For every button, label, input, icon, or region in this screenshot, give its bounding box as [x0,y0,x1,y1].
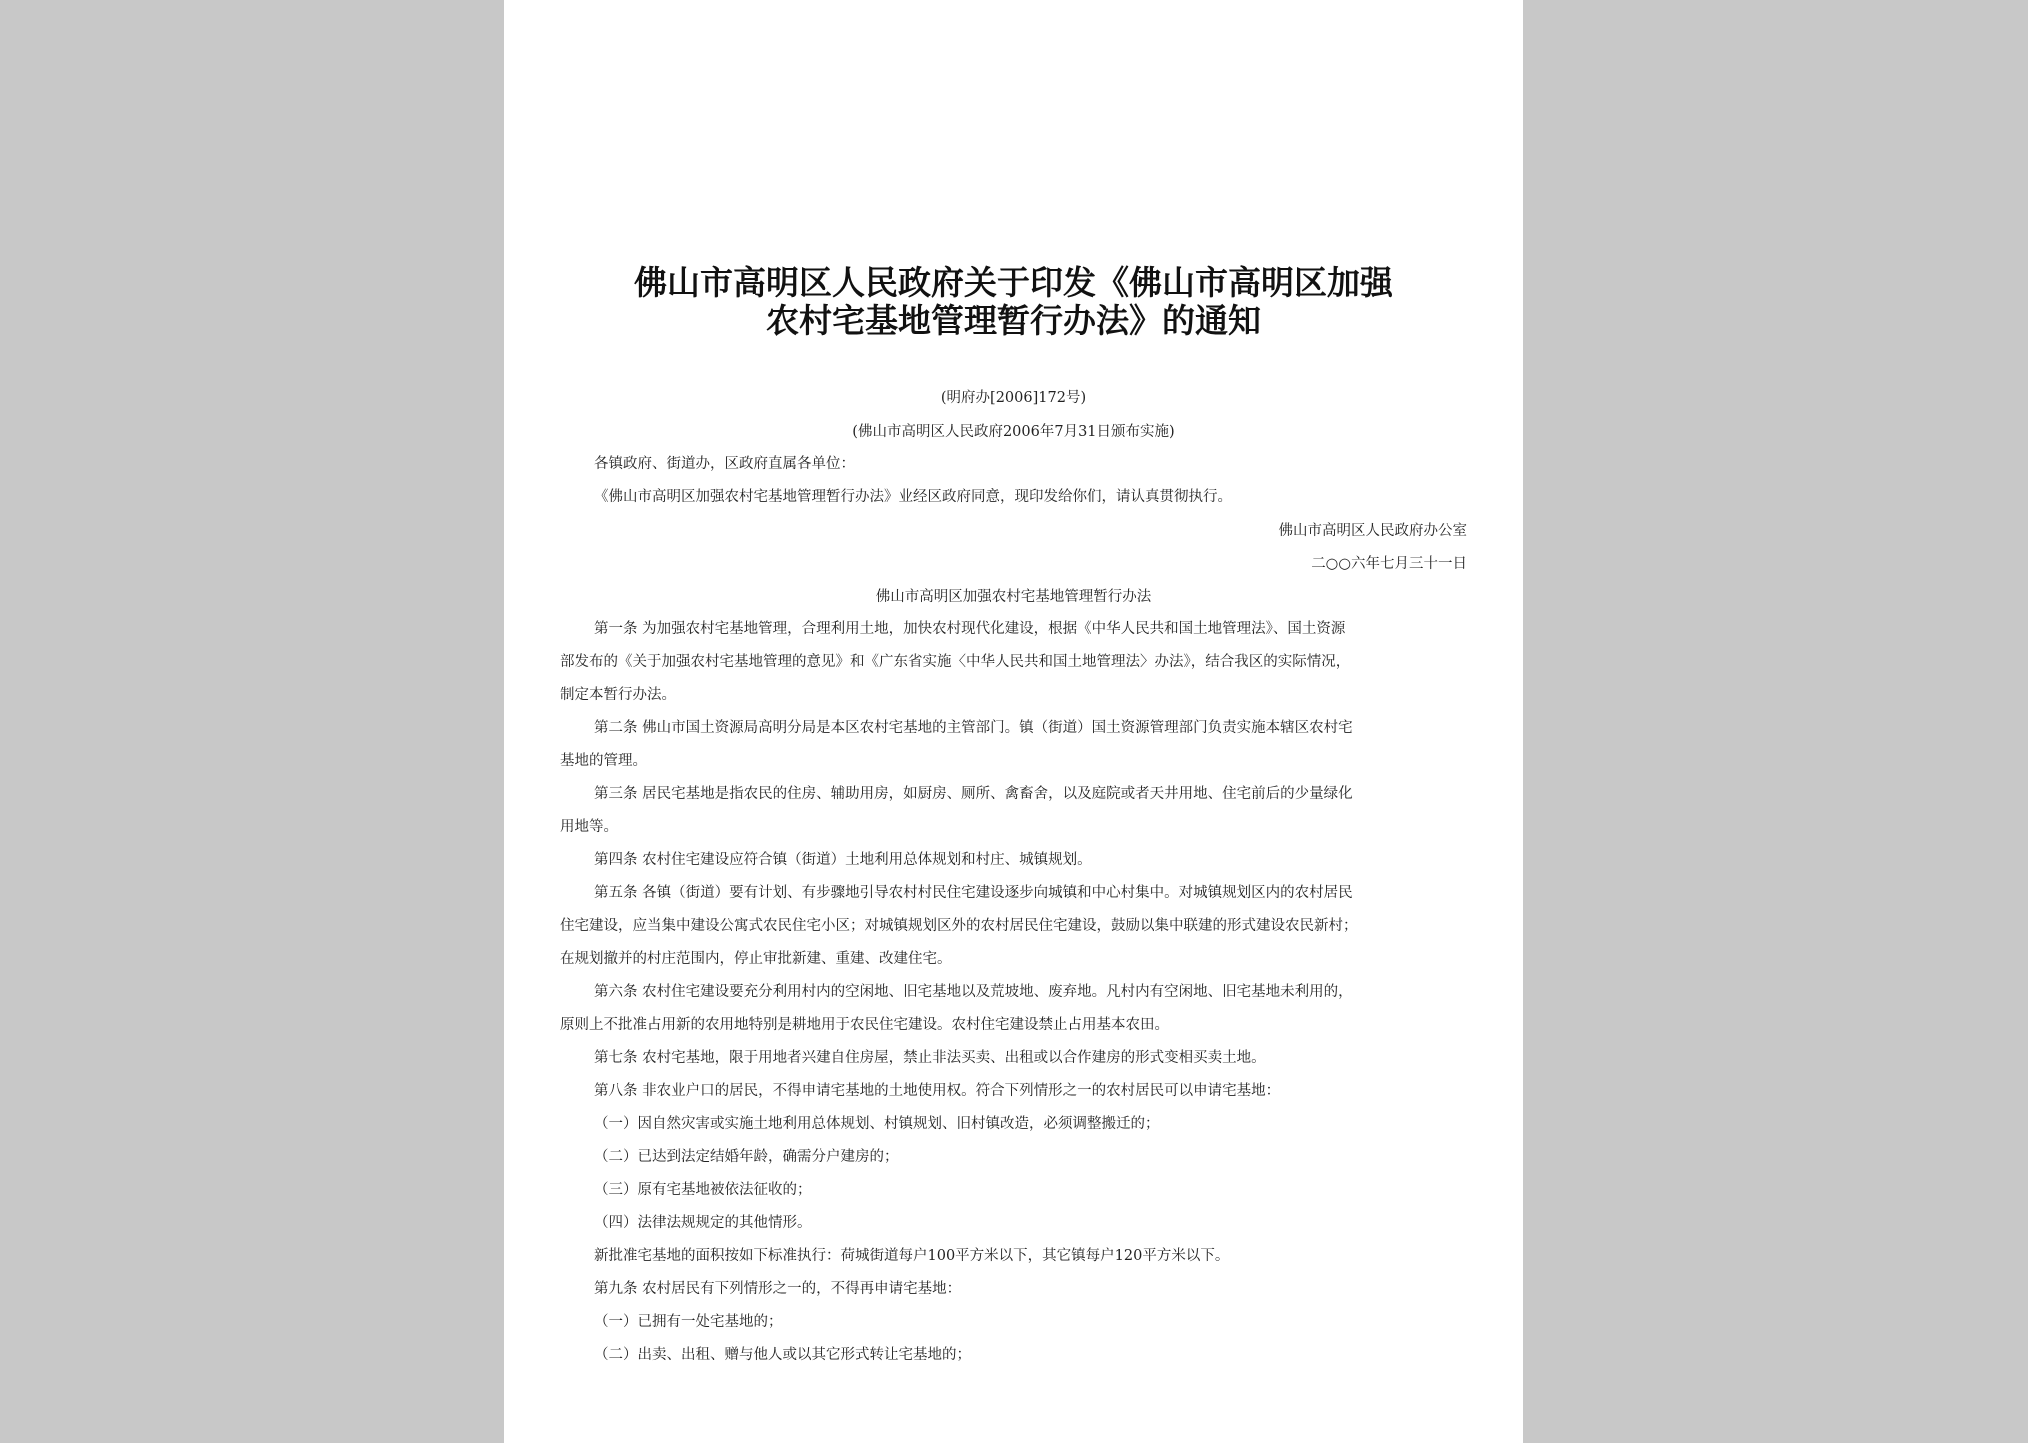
body-line: 在规划撤并的村庄范围内，停止审批新建、重建、改建住宅。 [560,951,952,967]
issue-note: (佛山市高明区人民政府2006年7月31日颁布实施) [852,424,1175,440]
document-number: (明府办[2006]172号) [940,390,1087,406]
body-line: 第六条 农村住宅建设要充分利用村内的空闲地、旧宅基地以及荒坡地、废弃地。凡村内有空闲地、旧宅基地未利用的， [594,984,1353,1000]
body-line: 新批准宅基地的面积按如下标准执行：荷城街道每户100平方米以下，其它镇每户120平方米以下。 [594,1248,1230,1264]
body-line: （四）法律法规规定的其他情形。 [594,1215,812,1231]
regulation-subtitle: 佛山市高明区加强农村宅基地管理暂行办法 [875,589,1152,605]
body-line: （二）已达到法定结婚年龄，确需分户建房的； [594,1149,899,1165]
body-line: 第三条 居民宅基地是指农民的住房、辅助用房，如厨房、厕所、禽畜舍，以及庭院或者天井用地、住宅前后的少量绿化 [594,786,1353,802]
body-line: （一）因自然灾害或实施土地利用总体规划、村镇规划、旧村镇改造，必须调整搬迁的； [594,1116,1160,1132]
document-page [504,0,1523,1443]
body-line: 第二条 佛山市国土资源局高明分局是本区农村宅基地的主管部门。镇（街道）国土资源管理部门负责实施本辖区农村宅 [594,720,1353,736]
body-line: 制定本暂行办法。 [560,687,676,703]
signature-date: 二○○六年七月三十一日 [1311,556,1467,572]
body-line: （三）原有宅基地被依法征收的； [594,1182,812,1198]
body-line: 部发布的《关于加强农村宅基地管理的意见》和《广东省实施〈中华人民共和国土地管理法〉办法》，结合我区的实际情况， [560,654,1351,670]
body-line: 第八条 非农业户口的居民，不得申请宅基地的土地使用权。符合下列情形之一的农村居民可以申请宅基地： [594,1083,1281,1099]
body-line: （一）已拥有一处宅基地的； [594,1314,783,1330]
body-line: 第七条 农村宅基地，限于用地者兴建自住房屋，禁止非法买卖、出租或以合作建房的形式变相买卖土地。 [594,1050,1266,1066]
signature-organization: 佛山市高明区人民政府办公室 [1278,523,1467,539]
body-line: 第四条 农村住宅建设应符合镇（街道）土地利用总体规划和村庄、城镇规划。 [594,852,1092,868]
body-line: 住宅建设，应当集中建设公寓式农民住宅小区；对城镇规划区外的农村居民住宅建设，鼓励以集中联建的形式建设农民新村； [560,918,1358,934]
body-line: 第九条 农村居民有下列情形之一的，不得再申请宅基地： [594,1281,962,1297]
body-line: 第一条 为加强农村宅基地管理，合理利用土地，加快农村现代化建设，根据《中华人民共和国土地管理法》、国土资源 [594,621,1346,637]
body-line: 用地等。 [560,819,618,835]
body-line: 基地的管理。 [560,753,647,769]
document-title-line-2: 农村宅基地管理暂行办法》的通知 [766,301,1261,340]
body-line: （二）出卖、出租、赠与他人或以其它形式转让宅基地的； [594,1347,971,1363]
intro-paragraph: 《佛山市高明区加强农村宅基地管理暂行办法》业经区政府同意，现印发给你们，请认真贯彻执行。 [594,489,1232,505]
body-line: 第五条 各镇（街道）要有计划、有步骤地引导农村村民住宅建设逐步向城镇和中心村集中。对城镇规划区内的农村居民 [594,885,1353,901]
salutation: 各镇政府、街道办，区政府直属各单位： [594,456,855,472]
body-line: 原则上不批准占用新的农用地特别是耕地用于农民住宅建设。农村住宅建设禁止占用基本农田。 [560,1017,1169,1033]
document-title-line-1: 佛山市高明区人民政府关于印发《佛山市高明区加强 [634,263,1393,302]
